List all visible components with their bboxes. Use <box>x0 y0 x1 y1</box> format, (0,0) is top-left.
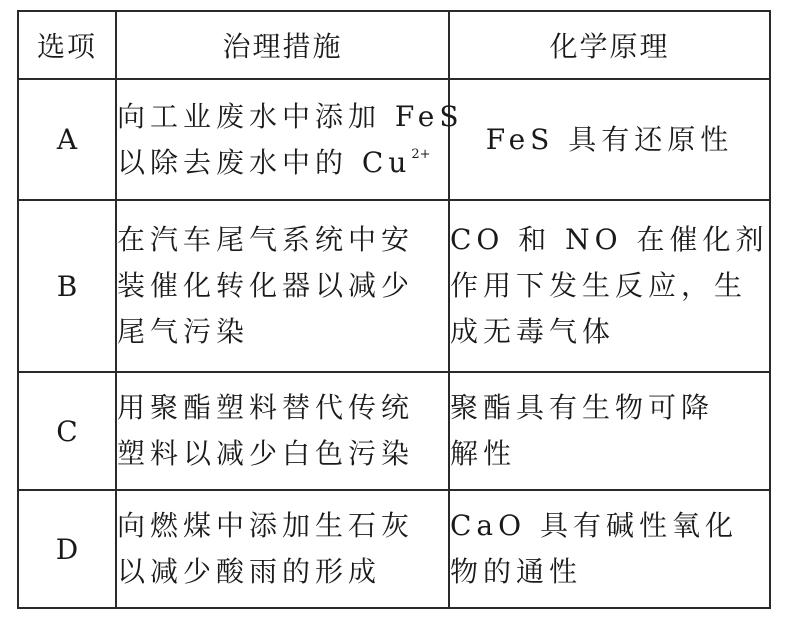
header-principle: 化学原理 <box>449 11 770 79</box>
measure-cell <box>116 372 449 490</box>
principle-line: 解性 <box>450 437 517 470</box>
principle-cell <box>449 200 770 372</box>
measure-line: 向工业废水中添加 FeS <box>117 99 464 133</box>
principle-line: CaO 具有碱性氧化 <box>450 509 738 542</box>
measure-line: 尾气污染 <box>117 315 250 348</box>
measure-line: 以除去废水中的 Cu <box>117 145 412 179</box>
principle-cell <box>449 372 770 490</box>
measure-line: 在汽车尾气系统中安 <box>117 223 415 256</box>
measure-line: 装催化转化器以减少 <box>117 269 415 302</box>
header-option: 选项 <box>18 11 116 79</box>
measure-cell <box>116 200 449 372</box>
measure-cell <box>116 490 449 608</box>
header-measure: 治理措施 <box>116 11 449 79</box>
option-cell: D <box>18 490 116 608</box>
table-row <box>18 79 770 200</box>
option-cell: C <box>18 372 116 490</box>
table-row <box>18 200 770 372</box>
ion-charge: 2+ <box>411 146 431 162</box>
option-cell: A <box>18 79 116 200</box>
principle-line: FeS 具有还原性 <box>485 122 734 156</box>
principle-line: 成无毒气体 <box>450 315 616 348</box>
principle-line: CO 和 NO 在催化剂 <box>450 223 769 256</box>
principle-line: 作用下发生反应，生 <box>450 269 748 302</box>
measure-line-with-ion <box>117 140 448 186</box>
principle-line: 物的通性 <box>450 555 583 588</box>
measure-line: 用聚酯塑料替代传统 <box>117 391 415 424</box>
principle-cell <box>449 490 770 608</box>
table-row <box>18 372 770 490</box>
measure-line: 以减少酸雨的形成 <box>117 555 382 588</box>
measure-line: 向燃煤中添加生石灰 <box>117 509 415 542</box>
measure-line: 塑料以减少白色污染 <box>117 437 415 470</box>
table-row <box>18 490 770 608</box>
comparison-table <box>17 10 771 609</box>
header-row <box>18 11 770 79</box>
option-cell: B <box>18 200 116 372</box>
principle-line: 聚酯具有生物可降 <box>450 391 715 424</box>
measure-cell <box>116 79 464 200</box>
principle-cell <box>449 79 770 200</box>
